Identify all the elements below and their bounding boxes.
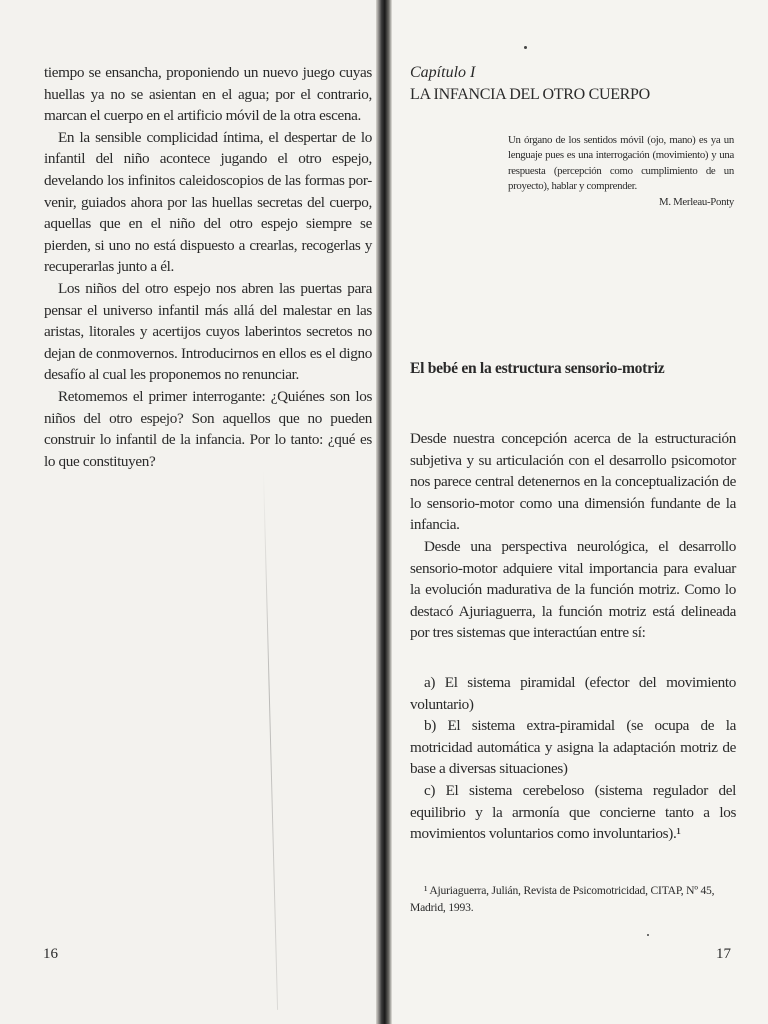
left-paragraph: tiempo se ensancha, proponiendo un nuevo juego cuyas huellas ya no se asientan en el agua; por el contrario, marcan el cuerpo en el artificio móvil de la otra escena. [44,64,372,125]
book-gutter [376,0,392,1024]
list-item: a) El sistema piramidal (efector del movimiento voluntario) [410,674,736,713]
right-paragraph: Desde nuestra concepción acerca de la estructuración subjetiva y su articulación con el desarrollo psicomotor nos parece central detenernos en la conceptualización de lo sensorio-motor como una dimensión fundante de la infancia. [410,430,736,534]
motor-systems-list [410,672,736,845]
left-page-body [44,62,372,472]
page-number-right: 17 [716,946,731,962]
speck [647,934,649,936]
speck [524,46,527,49]
epigraph-author: M. Merleau-Ponty [659,195,734,208]
left-paragraph: Los niños del otro espejo nos abren las puertas para pensar el universo infantil más allá del malestar en las aristas, litorales y acertijos cuyos laberintos secretos no dejan de conmovernos. Introducirnos en ellos es el digno desafío al cual les proponemos no renunciar. [44,279,372,384]
chapter-label: Capítulo I [410,64,476,81]
list-item: c) El sistema cerebeloso (sistema regulador del equilibrio y la armonía que concierne tanto a los movimientos voluntarios como involuntarios).¹ [410,781,736,843]
epigraph [508,133,734,210]
right-page-body [410,428,736,644]
footnote: ¹ Ajuriaguerra, Julián, Revista de Psicomotricidad, CITAP, Nº 45, Madrid, 1993. [410,884,715,914]
epigraph-text: Un órgano de los sentidos móvil (ojo, mano) es ya un lenguaje pues es una interrogación (movimiento) y una respuesta (percepción como cumplimiento de un proyecto), hablar y comprender. [508,134,734,193]
right-paragraph: Desde una perspectiva neurológica, el desarrollo sensorio-motor adquiere vital importancia para evaluar la evolución madurativa de la función motriz. Como lo destacó Ajuriaguerra, la función motriz está delineada por tres sistemas que interactúan entre sí: [410,537,736,642]
section-heading: El bebé en la estructura sensorio-motriz [410,360,665,377]
chapter-title: LA INFANCIA DEL OTRO CUERPO [410,86,650,103]
page-number-left: 16 [43,946,58,962]
list-item: b) El sistema extra-piramidal (se ocupa de la motricidad automática y asigna la adaptación motriz de base a diversas situaciones) [410,717,736,778]
left-paragraph: Retomemos el primer interrogante: ¿Quiénes son los niños del otro espejo? Son aquellos que no pueden construir lo infantil de la infancia. Por lo tanto: ¿qué es lo que constituyen? [44,387,372,470]
left-paragraph: En la sensible complicidad íntima, el despertar de lo infantil del niño acontece jugando el otro espejo, develando los infinitos caleidoscopios de las formas por-venir, guiados ahora por las huellas secretas del cuerpo, aquellas que en el niño del otro espejo siempre se pierden, si uno no está dispuesto a crearlas, recogerlas y recuperarlas junto a él. [44,128,372,276]
